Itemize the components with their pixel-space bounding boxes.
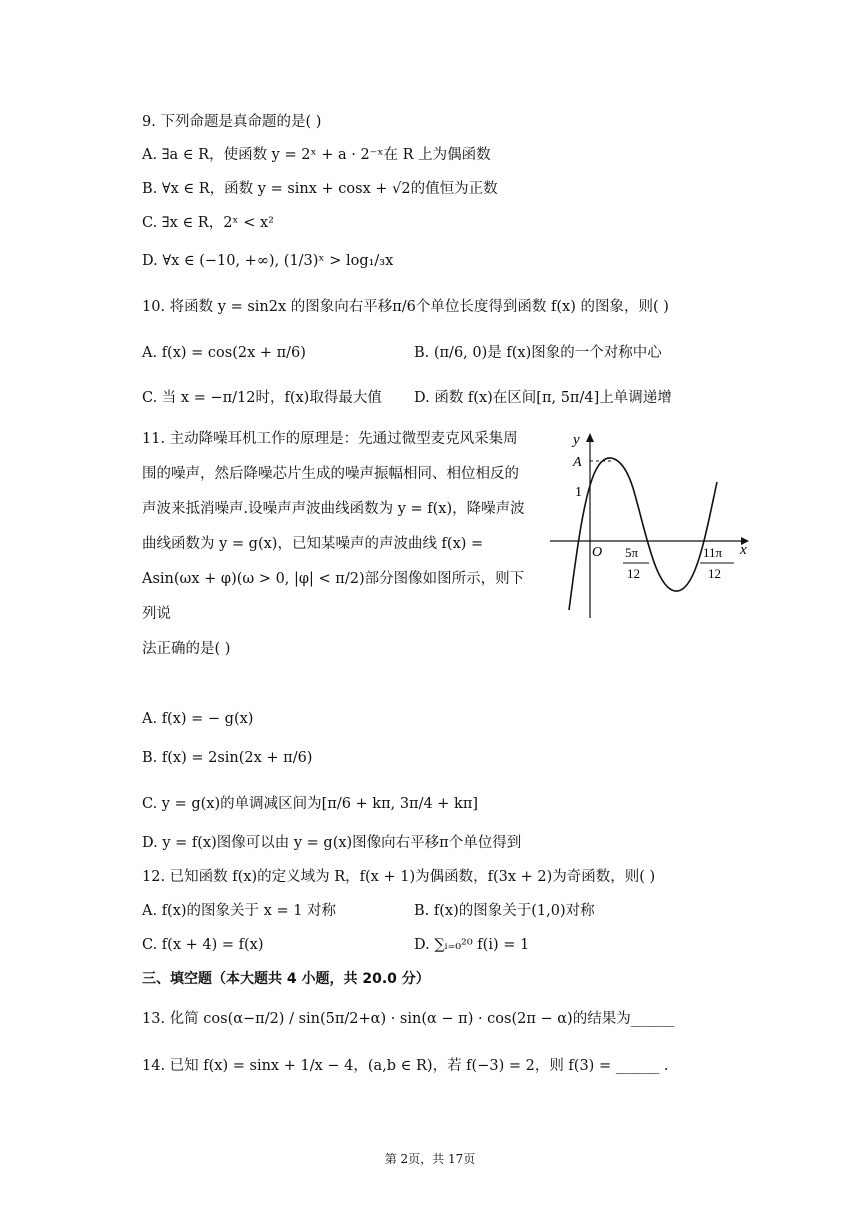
q11-wave-graph (545, 428, 755, 623)
y-intercept-label: 1 (575, 485, 582, 500)
q12-option-a: A. f(x)的图象关于 x = 1 对称 (142, 903, 337, 919)
x-axis-label: x (740, 542, 747, 558)
q11-option-d: D. y = f(x)图像可以由 y = g(x)图像向右平移π个单位得到 (142, 835, 522, 851)
amplitude-label: A (573, 455, 582, 470)
tick2-denominator: 12 (708, 566, 721, 581)
q11-stem-line: 围的噪声，然后降噪芯片生成的噪声振幅相同、相位相反的 (142, 466, 519, 482)
tick2-numerator: 11π (703, 545, 723, 560)
q11-stem-line: 曲线函数为 y = g(x)，已知某噪声的声波曲线 f(x) = (142, 536, 484, 552)
y-axis-label: y (573, 432, 580, 448)
q14: 14. 已知 f(x) = sinx + 1/x − 4，(a,b ∈ R)，若 f(−3) = 2，则 f(3) = ______ . (142, 1058, 669, 1074)
origin-label: O (592, 545, 603, 560)
q10-option-d: D. 函数 f(x)在区间[π, 5π/4]上单调递增 (414, 390, 672, 406)
q12-option-d: D. ∑ᵢ₌₀²⁰ f(i) = 1 (414, 937, 530, 953)
q9-option-d: D. ∀x ∈ (−10, +∞), (1/3)ˣ > log₁/₃x (142, 253, 394, 269)
page-footer: 第 2页，共 17页 (384, 1152, 476, 1166)
q13: 13. 化简 cos(α−π/2) / sin(5π/2+α) · sin(α − π) · cos(2π − α)的结果为______ (142, 1011, 675, 1027)
q9-option-c: C. ∃x ∈ R，2ˣ < x² (142, 215, 274, 231)
q11-stem-line: 11. 主动降噪耳机工作的原理是：先通过微型麦克风采集周 (142, 431, 518, 447)
q11-stem (142, 422, 537, 667)
q9-option-a: A. ∃a ∈ R，使函数 y = 2ˣ + a · 2⁻ˣ在 R 上为偶函数 (142, 147, 491, 163)
q11-option-c: C. y = g(x)的单调减区间为[π/6 + kπ, 3π/4 + kπ] (142, 796, 479, 812)
q12-option-b: B. f(x)的图象关于(1,0)对称 (414, 903, 595, 919)
q10-option-b: B. (π/6, 0)是 f(x)图象的一个对称中心 (414, 345, 662, 361)
q10-stem: 10. 将函数 y = sin2x 的图象向右平移π/6个单位长度得到函数 f(x) 的图象，则( ) (142, 299, 669, 315)
q11-stem-line: Asin(ωx + φ)(ω > 0, |φ| < π/2)部分图像如图所示，则下列说 (142, 571, 525, 622)
wave-curve (569, 458, 717, 610)
q11-option-b: B. f(x) = 2sin(2x + π/6) (142, 750, 313, 766)
q9-option-b: B. ∀x ∈ R，函数 y = sinx + cosx + √2的值恒为正数 (142, 181, 498, 197)
section-3-header: 三、填空题（本大题共 4 小题，共 20.0 分） (142, 971, 430, 987)
q9-stem: 9. 下列命题是真命题的是( ) (142, 114, 322, 130)
q11-stem-line: 声波来抵消噪声.设噪声声波曲线函数为 y = f(x)，降噪声波 (142, 501, 525, 517)
tick1-denominator: 12 (627, 566, 640, 581)
q12-option-c: C. f(x + 4) = f(x) (142, 937, 264, 953)
q11-option-a: A. f(x) = − g(x) (142, 711, 254, 727)
q12-stem: 12. 已知函数 f(x)的定义域为 R，f(x + 1)为偶函数，f(3x + 2)为奇函数，则( ) (142, 869, 656, 885)
q10-option-a: A. f(x) = cos(2x + π/6) (142, 345, 306, 361)
y-axis-arrow (586, 433, 594, 442)
tick1-numerator: 5π (625, 545, 639, 560)
q11-stem-line: 法正确的是( ) (142, 641, 231, 657)
q10-option-c: C. 当 x = −π/12时，f(x)取得最大值 (142, 390, 382, 406)
